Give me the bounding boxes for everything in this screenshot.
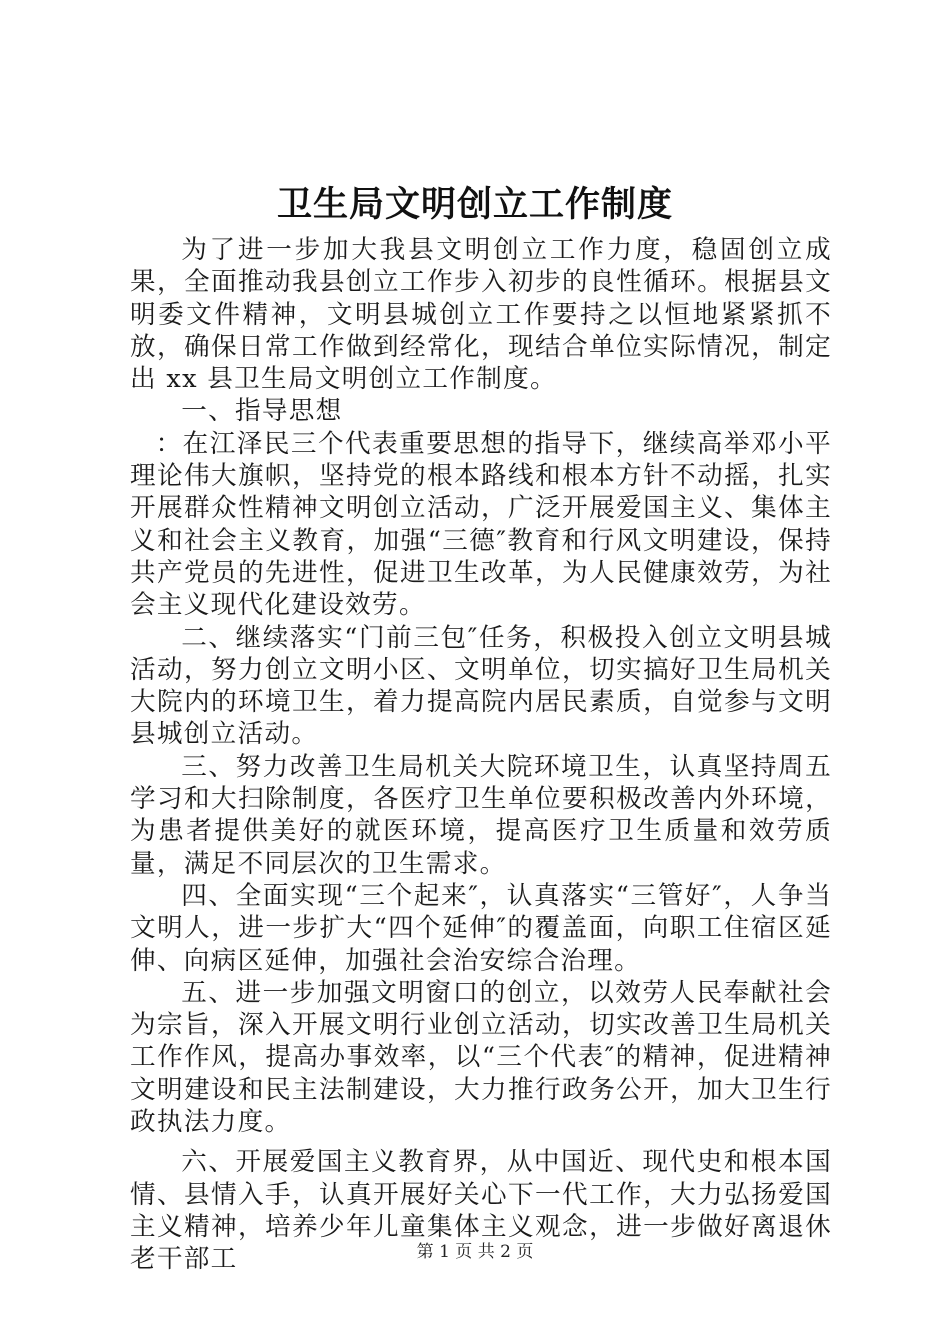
section-1-paragraph: ：在江泽民三个代表重要思想的指导下，继续高举邓小平理论伟大旗帜，坚持党的根本路线和根本方针不动摇，扎实开展群众性精神文明创立活动，广泛开展爱国主义、集体主义和社会主义教育，加强“三德″教育和行风文明建设，保持共产党员的先进性，促进卫生改革，为人民健康效劳，为社会主义现代化建设效劳。 — [130, 428, 832, 621]
document-title: 卫生局文明创立工作制度 — [276, 185, 673, 225]
document-body — [130, 234, 832, 1276]
section-5-paragraph: 五、进一步加强文明窗口的创立，以效劳人民奉献社会为宗旨，深入开展文明行业创立活动，切实改善卫生局机关工作作风，提高办事效率，以“三个代表″的精神，促进精神文明建设和民主法制建设，大力推行政务公开，加大卫生行政执法力度。 — [130, 977, 832, 1138]
page-number-footer: 第 1 页 共 2 页 — [416, 1242, 534, 1262]
section-4-paragraph: 四、全面实现“三个起来″，认真落实“三管好″，人争当文明人，进一步扩大“四个延伸″的覆盖面，向职工住宿区延伸、向病区延伸，加强社会治安综合治理。 — [130, 880, 832, 976]
section-heading-guiding-thought: 一、指导思想 — [181, 396, 343, 427]
section-3-paragraph: 三、努力改善卫生局机关大院环境卫生，认真坚持周五学习和大扫除制度，各医疗卫生单位要积极改善内外环境，为患者提供美好的就医环境，提高医疗卫生质量和效劳质量，满足不同层次的卫生需求。 — [130, 751, 832, 879]
intro-paragraph: 为了进一步加大我县文明创立工作力度，稳固创立成果，全面推动我县创立工作步入初步的良性循环。根据县文明委文件精神，文明县城创立工作要持之以恒地紧紧抓不放，确保日常工作做到经常化，现结合单位实际情况，制定出 xx 县卫生局文明创立工作制度。 — [130, 235, 832, 395]
section-2-paragraph: 二、继续落实“门前三包″任务，积极投入创立文明县城活动，努力创立文明小区、文明单位，切实搞好卫生局机关大院内的环境卫生，着力提高院内居民素质，自觉参与文明县城创立活动。 — [130, 622, 832, 750]
section-6-paragraph: 六、开展爱国主义教育界，从中国近、现代史和根本国情、县情入手，认真开展好关心下一代工作，大力弘扬爱国主义精神，培养少年儿童集体主义观念，进一步做好离退休老干部工 — [130, 1147, 832, 1275]
